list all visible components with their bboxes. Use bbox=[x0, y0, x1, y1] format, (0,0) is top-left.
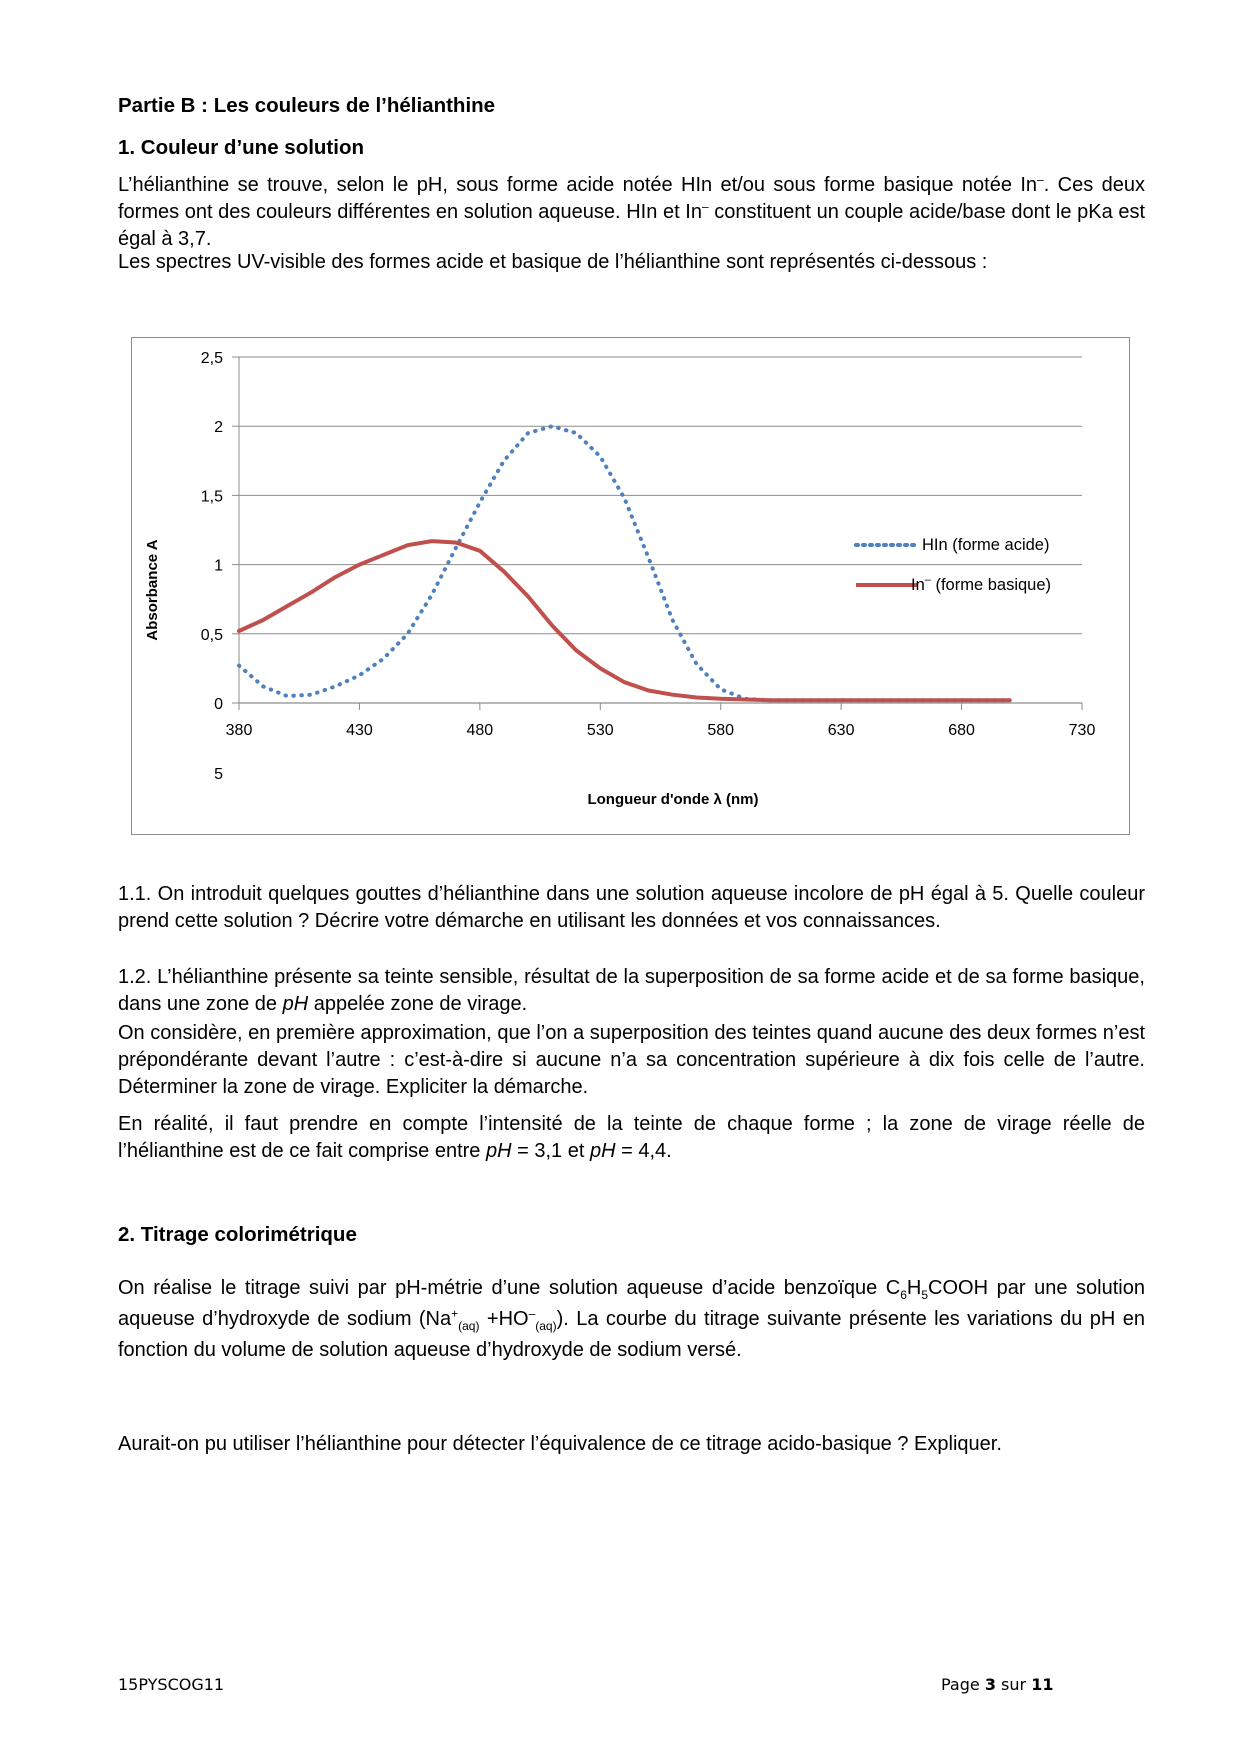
y-tick-label-3: 1,5 bbox=[200, 488, 223, 506]
legend-label-acid: HIn (forme acide) bbox=[922, 536, 1050, 554]
y-axis-label: Absorbance A bbox=[144, 539, 161, 641]
y-tick-label-4: 2 bbox=[214, 419, 223, 437]
x-tick-label-6: 680 bbox=[948, 722, 975, 739]
y-tick-label-5: 2,5 bbox=[200, 350, 223, 367]
spectrum-chart bbox=[132, 338, 1129, 834]
footer-code: 15PYSCOG11 bbox=[118, 1675, 225, 1694]
spectrum-chart-frame bbox=[131, 337, 1130, 835]
paragraph-intro: L’hélianthine se trouve, selon le pH, sous forme acide notée HIn et/ou sous forme basique notée In–. Ces deux formes ont des couleurs différentes en solution aqueuse. HIn et In– constituent un couple acide/base dont le pKa est égal à 3,7. bbox=[118, 172, 1145, 250]
x-axis-label: Longueur d'onde λ (nm) bbox=[587, 791, 759, 808]
y-tick-label-0: 0 bbox=[214, 696, 223, 713]
x-tick-label-1: 430 bbox=[346, 722, 373, 739]
series-line-acid bbox=[239, 426, 1010, 700]
question-1-2: 1.2. L’hélianthine présente sa teinte sensible, résultat de la superposition de sa forme acide et de sa forme basique, dans une zone de pH appelée zone de virage. bbox=[118, 966, 1145, 1015]
x-tick-label-2: 480 bbox=[466, 722, 494, 739]
question-titrage: Aurait-on pu utiliser l’hélianthine pour détecter l’équivalence de ce titrage acido-basique ? Expliquer. bbox=[118, 1433, 1002, 1455]
x-tick-label-7: 730 bbox=[1068, 722, 1096, 739]
x-tick-label-0: 380 bbox=[225, 722, 253, 739]
paragraph-titrage: On réalise le titrage suivi par pH-métrie d’une solution aqueuse d’acide benzoïque $C_6H_5COOH$ par une solution aqueuse d’hydroxyde de sodium $(Na^+_{(aq)} +HO^-_{(aq)})$. La courbe du titrage suivante présente les variations du pH en fonction du volume de solution aqueuse d’hydroxyde de sodium versé. bbox=[118, 1277, 1145, 1361]
question-1-1: 1.1. On introduit quelques gouttes d’hélianthine dans une solution aqueuse incolore de pH égal à 5. Quelle couleur prend cette solution ? Décrire votre démarche en utilisant les données et vos connaissances. bbox=[118, 883, 1145, 932]
paragraph-spectres: Les spectres UV-visible des formes acide et basique de l’hélianthine sont représentés ci-dessous : bbox=[118, 251, 988, 273]
heading-couleur-solution: 1. Couleur d’une solution bbox=[118, 136, 364, 159]
heading-titrage: 2. Titrage colorimétrique bbox=[118, 1223, 357, 1246]
paragraph-realite: En réalité, il faut prendre en compte l’intensité de la teinte de chaque forme ; la zone de virage réelle de l’hélianthine est de ce fait comprise entre pH = 3,1 et pH = 4,4. bbox=[118, 1113, 1145, 1162]
y-tick-label-1: 0,5 bbox=[200, 626, 223, 644]
y-tick-label-extra: 5 bbox=[214, 766, 223, 783]
y-tick-label-2: 1 bbox=[214, 557, 223, 575]
x-tick-label-5: 630 bbox=[827, 722, 855, 739]
x-tick-label-3: 530 bbox=[586, 722, 614, 739]
legend-label-base: In– (forme basique) bbox=[911, 574, 1052, 594]
footer-page-number: Page 3 sur 11 bbox=[941, 1675, 1054, 1694]
section-title: Partie B : Les couleurs de l’hélianthine bbox=[118, 94, 496, 117]
paragraph-approximation: On considère, en première approximation, que l’on a superposition des teintes quand aucune des deux formes n’est prépondérante devant l’autre : c’est-à-dire si aucune n’a sa concentration supérieure à dix fois celle de l’autre. Déterminer la zone de virage. Expliciter la démarche. bbox=[118, 1022, 1145, 1098]
x-tick-label-4: 580 bbox=[707, 722, 735, 739]
